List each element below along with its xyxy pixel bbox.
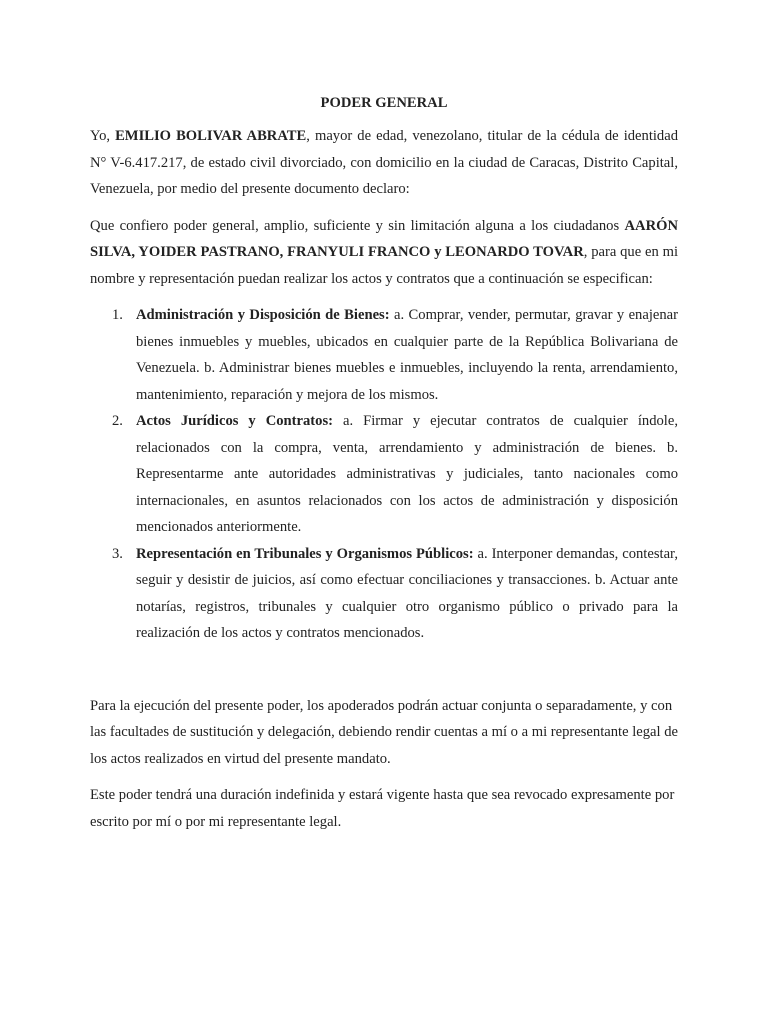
attorneys-names: AARÓN SILVA, YOIDER PASTRANO, FRANYULI FRANCO y LEONARDO TOVAR — [90, 217, 678, 260]
declarant-name: EMILIO BOLIVAR ABRATE — [115, 128, 307, 144]
list-item-number: 2. — [112, 413, 123, 429]
list-item-text: a. Firmar y ejecutar contratos de cualquier índole, relacionados con la compra, venta, arrendamiento y administración de bienes. b. Representarme ante autoridades administrativas y judiciales, tanto nacionales como internacionales, en asuntos relacionados con los actos de administración y disposición mencionados anteriormente. — [136, 413, 678, 535]
declarant-paragraph: Yo, EMILIO BOLIVAR ABRATE, mayor de edad, venezolano, titular de la cédula de identidad N° V-6.417.217, de estado civil divorciado, con domicilio en la ciudad de Caracas, Distrito Capital, Venezuela, por medio del presente documento declaro: — [90, 128, 679, 197]
list-item-heading: Administración y Disposición de Bienes: — [136, 307, 390, 323]
list-item-number: 1. — [112, 307, 123, 323]
duration-paragraph: Este poder tendrá una duración indefinida y estará vigente hasta que sea revocado expresamente por escrito por mí o por mi representante legal. — [90, 787, 675, 830]
list-item-text: a. Comprar, vender, permutar, gravar y enajenar bienes inmuebles y muebles, ubicados en cualquier parte de la República Bolivariana de Venezuela. b. Administrar bienes muebles e inmuebles, incluyendo la renta, arrendamiento, mantenimiento, reparación y mejora de los mismos. — [136, 307, 678, 403]
list-item — [90, 408, 678, 541]
document-title: PODER GENERAL — [320, 95, 448, 111]
list-item-number: 3. — [112, 545, 123, 562]
powers-list — [90, 302, 678, 647]
list-item — [90, 541, 678, 647]
spacer — [90, 647, 678, 693]
list-item-text: a. Interponer demandas, contestar, seguir y desistir de juicios, así como efectuar conciliaciones y transacciones. b. Actuar ante notarías, registros, tribunales y cualquier otro organismo público o privado para la realización de los actos y contratos mencionados. — [136, 545, 678, 641]
list-item-heading: Representación en Tribunales y Organismos Públicos: — [136, 545, 474, 562]
document-page — [90, 92, 678, 845]
grant-paragraph: Que confiero poder general, amplio, suficiente y sin limitación alguna a los ciudadanos AARÓN SILVA, YOIDER PASTRANO, FRANYULI FRANCO y LEONARDO TOVAR, para que en mi nombre y representación puedan realizar los actos y contratos que a continuación se especifican: — [90, 217, 678, 287]
list-item — [90, 302, 678, 408]
list-item-heading: Actos Jurídicos y Contratos: — [136, 413, 333, 429]
execution-paragraph: Para la ejecución del presente poder, los apoderados podrán actuar conjunta o separadamente, y con las facultades de sustitución y delegación, debiendo rendir cuentas a mí o a mi representante legal de los actos realizados en virtud del presente mandato. — [90, 697, 678, 767]
